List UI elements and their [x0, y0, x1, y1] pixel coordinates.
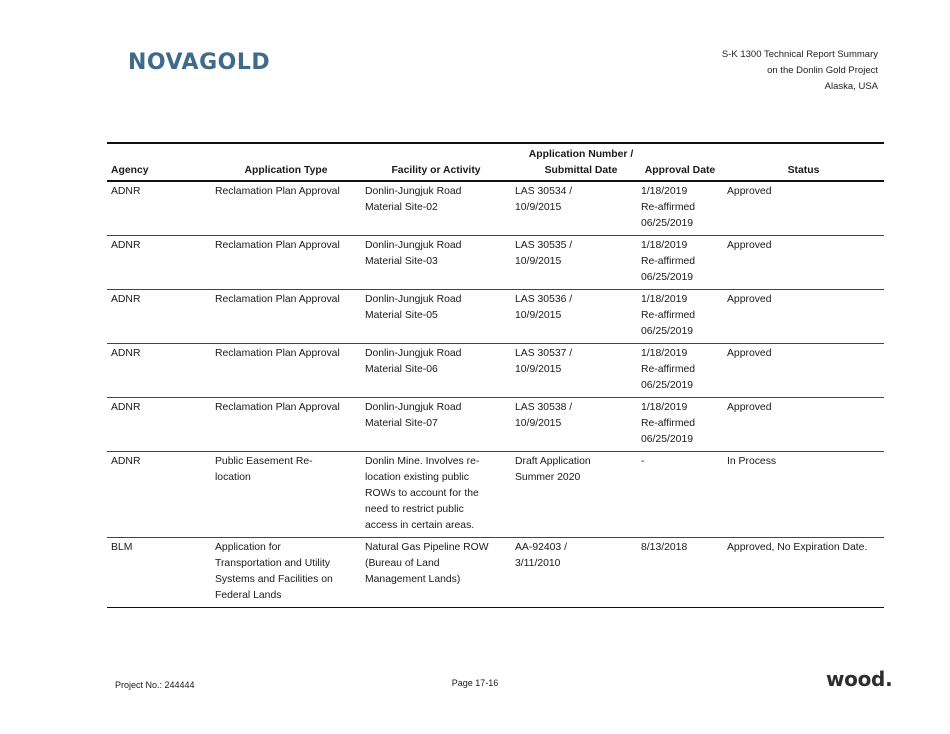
cell-agency: BLM [111, 542, 133, 553]
cell-status: Approved [727, 240, 772, 251]
cell-facility: Donlin Mine. Involves re- location existing public ROWs to account for the need to restrict public access in certain areas. [365, 456, 480, 531]
cell-application-number: LAS 30534 / 10/9/2015 [515, 186, 573, 213]
permits-table [107, 142, 884, 608]
table-row [107, 398, 884, 452]
column-header-agency: Agency [111, 165, 149, 176]
cell-facility: Donlin-Jungjuk Road Material Site-03 [365, 240, 462, 267]
column-header-application-number: Application Number / Submittal Date [528, 149, 634, 176]
cell-facility: Donlin-Jungjuk Road Material Site-05 [365, 294, 462, 321]
cell-status: Approved, No Expiration Date. [727, 542, 868, 553]
cell-status: Approved [727, 294, 772, 305]
cell-application-number: Draft Application Summer 2020 [515, 456, 591, 483]
cell-application-type: Reclamation Plan Approval [215, 186, 340, 197]
table-row [107, 236, 884, 290]
cell-application-number: LAS 30538 / 10/9/2015 [515, 402, 573, 429]
table-row [107, 452, 884, 538]
table-row [107, 181, 884, 236]
table-row [107, 290, 884, 344]
column-header-facility: Facility or Activity [391, 165, 481, 176]
cell-agency: ADNR [111, 294, 141, 305]
cell-status: Approved [727, 402, 772, 413]
cell-approval-date: 1/18/2019 Re-affirmed 06/25/2019 [641, 240, 696, 283]
cell-application-number: LAS 30536 / 10/9/2015 [515, 294, 573, 321]
table-row [107, 538, 884, 608]
cell-application-type: Reclamation Plan Approval [215, 240, 340, 251]
report-title-line-1: S-K 1300 Technical Report Summary [721, 49, 878, 60]
cell-application-number: LAS 30537 / 10/9/2015 [515, 348, 573, 375]
cell-agency: ADNR [111, 186, 141, 197]
cell-facility: Natural Gas Pipeline ROW (Bureau of Land Management Lands) [365, 542, 489, 585]
cell-application-type: Reclamation Plan Approval [215, 402, 340, 413]
table-row [107, 344, 884, 398]
project-number: Project No.: 244444 [115, 680, 195, 690]
cell-agency: ADNR [111, 348, 141, 359]
cell-application-number: LAS 30535 / 10/9/2015 [515, 240, 573, 267]
cell-application-type: Application for Transportation and Utility Systems and Facilities on Federal Lands [215, 542, 333, 601]
column-header-status: Status [787, 165, 820, 176]
cell-application-type: Reclamation Plan Approval [215, 348, 340, 359]
cell-application-type: Public Easement Re- location [215, 456, 313, 483]
cell-facility: Donlin-Jungjuk Road Material Site-06 [365, 348, 462, 375]
cell-application-type: Reclamation Plan Approval [215, 294, 340, 305]
cell-status: In Process [727, 456, 777, 467]
report-title-line-2: on the Donlin Gold Project [767, 65, 878, 76]
cell-approval-date: 8/13/2018 [641, 542, 688, 553]
table-header-row [107, 143, 884, 181]
cell-application-number: AA-92403 / 3/11/2010 [515, 542, 567, 569]
column-header-application-type: Application Type [244, 165, 328, 176]
cell-status: Approved [727, 348, 772, 359]
report-title [722, 47, 878, 95]
column-header-approval-date: Approval Date [644, 165, 716, 176]
cell-agency: ADNR [111, 456, 141, 467]
page-number: Page 17-16 [451, 678, 499, 688]
cell-approval-date: 1/18/2019 Re-affirmed 06/25/2019 [641, 348, 696, 391]
wood-logo: wood. [826, 667, 893, 691]
cell-agency: ADNR [111, 402, 141, 413]
cell-approval-date: - [641, 456, 645, 467]
cell-facility: Donlin-Jungjuk Road Material Site-02 [365, 186, 462, 213]
cell-approval-date: 1/18/2019 Re-affirmed 06/25/2019 [641, 294, 696, 337]
cell-approval-date: 1/18/2019 Re-affirmed 06/25/2019 [641, 186, 696, 229]
cell-facility: Donlin-Jungjuk Road Material Site-07 [365, 402, 462, 429]
novagold-logo: NOVAGOLD [128, 50, 271, 75]
report-title-line-3: Alaska, USA [824, 81, 878, 92]
cell-status: Approved [727, 186, 772, 197]
cell-approval-date: 1/18/2019 Re-affirmed 06/25/2019 [641, 402, 696, 445]
cell-agency: ADNR [111, 240, 141, 251]
